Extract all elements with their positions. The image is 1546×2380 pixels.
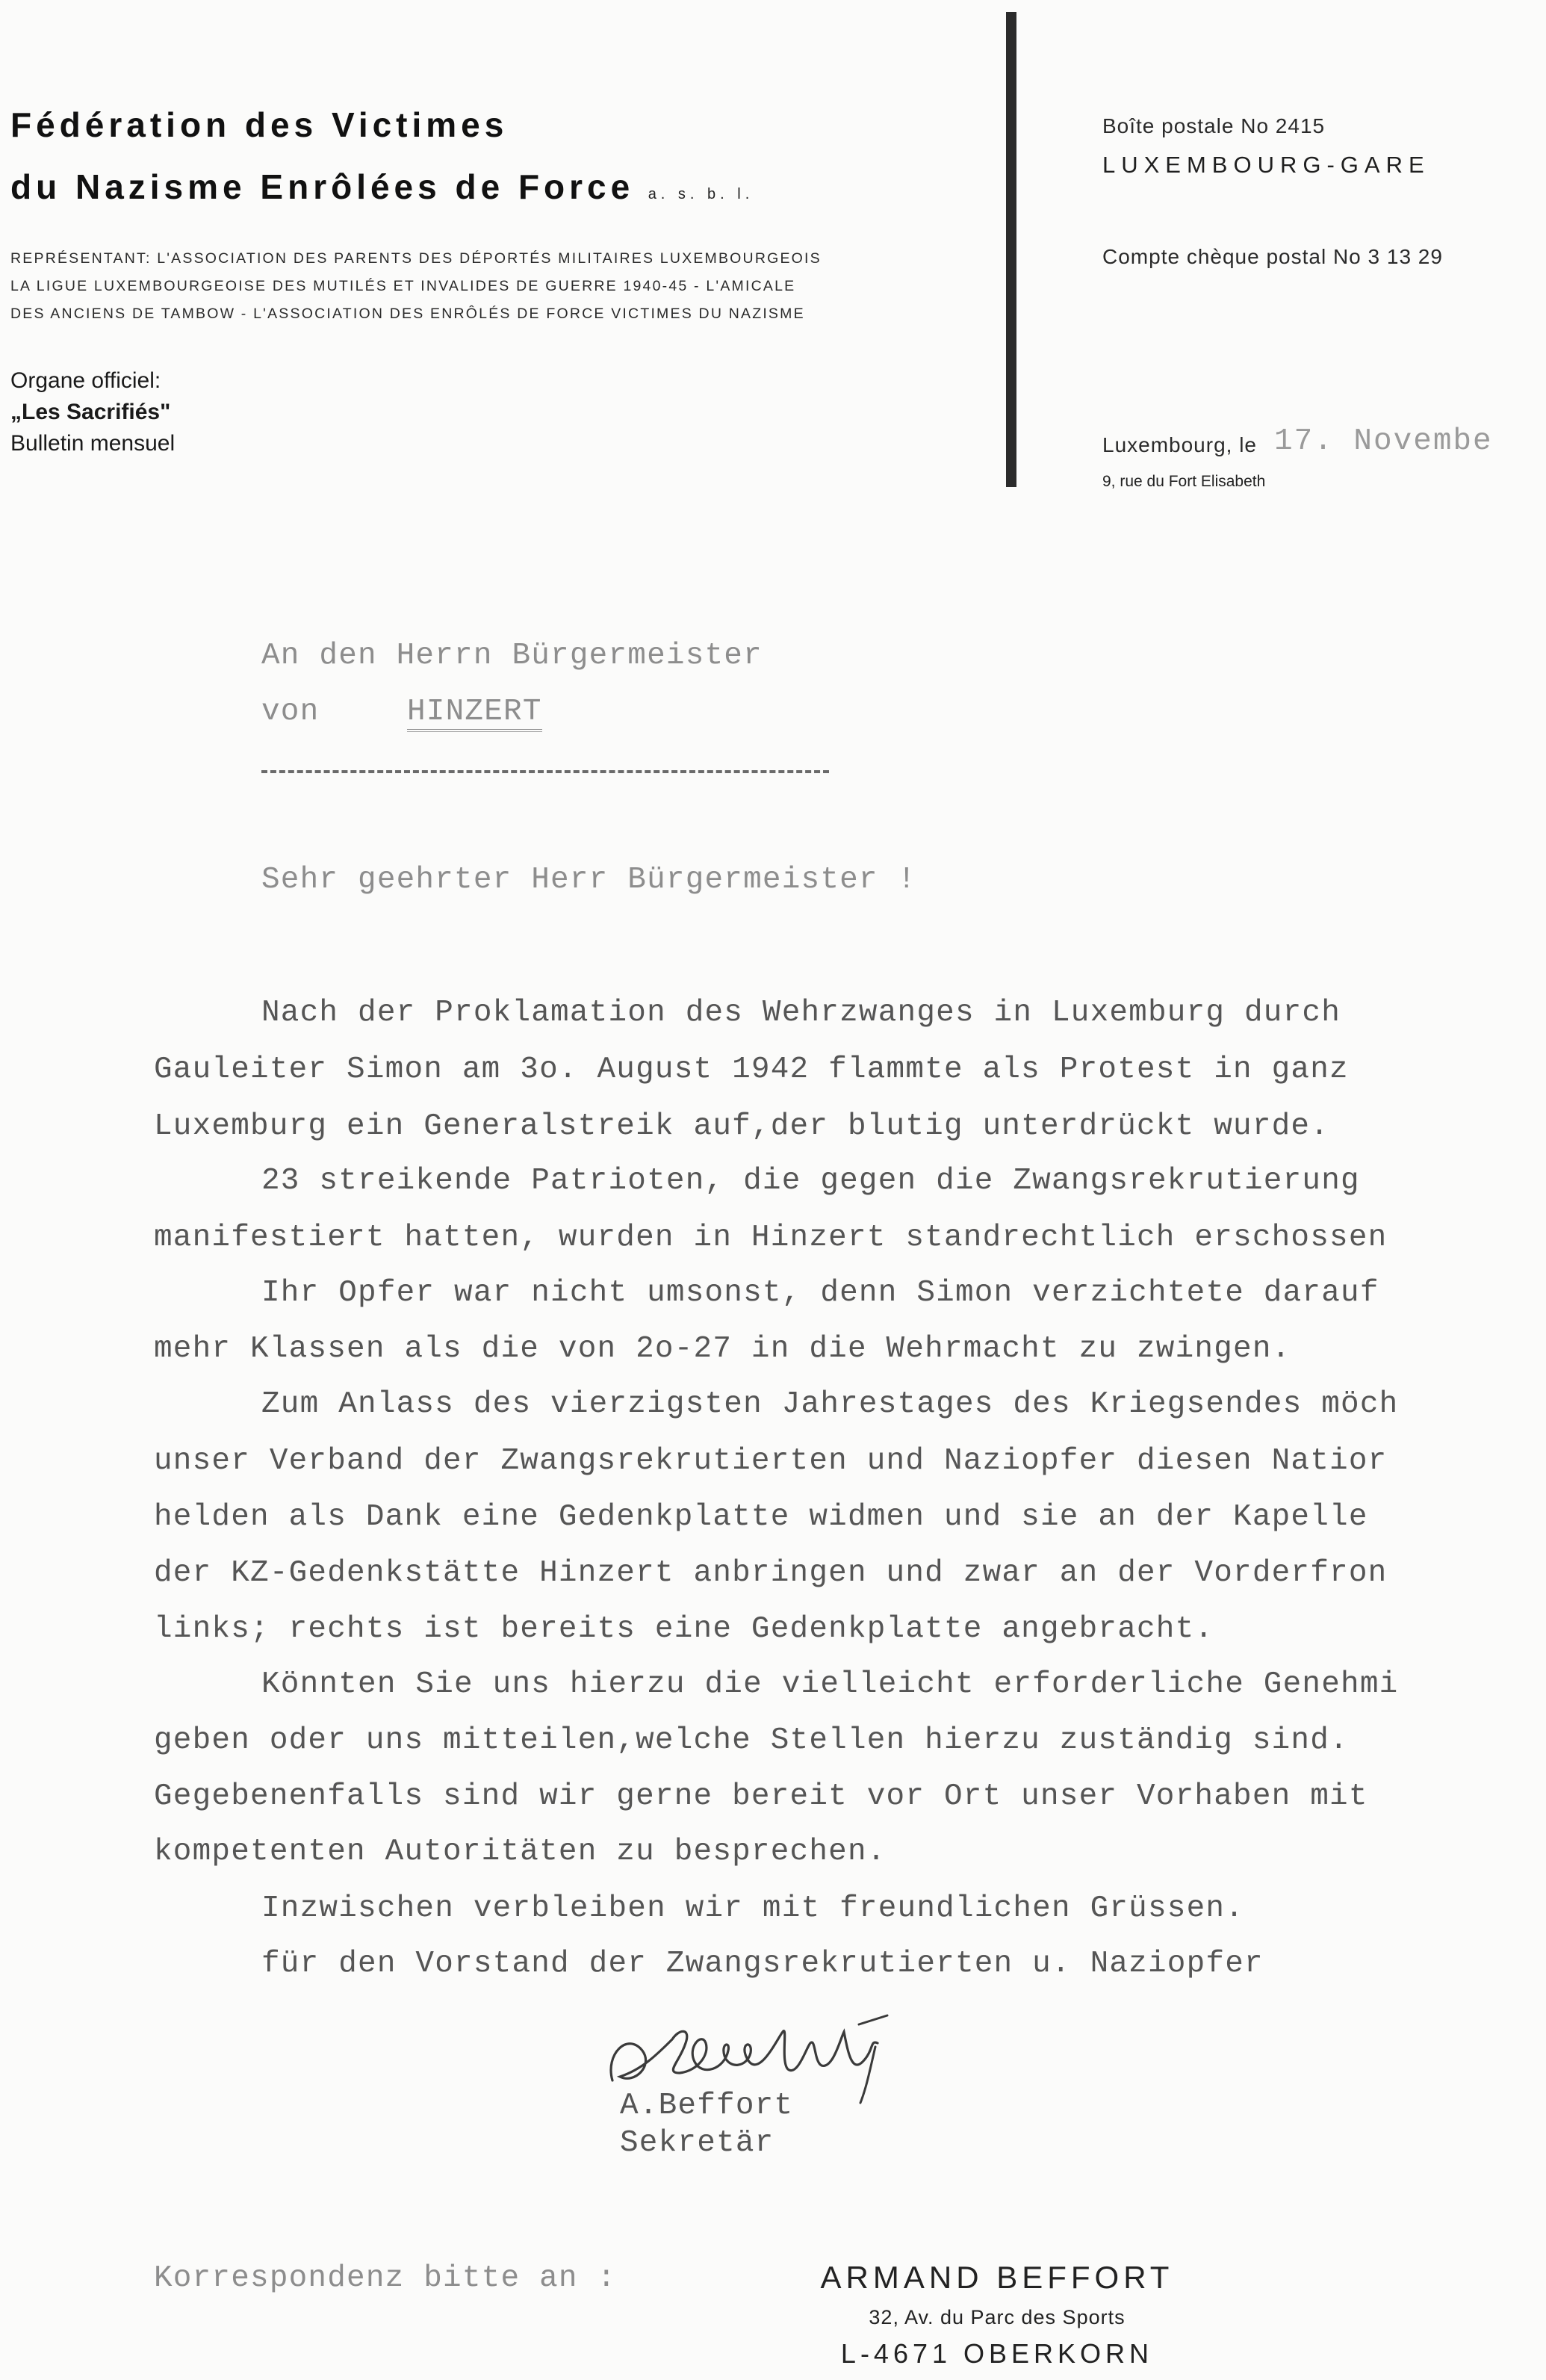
body-line: Luxemburg ein Generalstreik auf,der blutig unterdrückt wurde. xyxy=(154,1109,1330,1144)
stamp-street: 32, Av. du Parc des Sports xyxy=(869,2306,1126,2328)
stamp-name: ARMAND BEFFORT xyxy=(820,2260,1174,2295)
org-name-line2: du Nazisme Enrôlées de Force xyxy=(10,167,635,206)
salutation: Sehr geehrter Herr Bürgermeister ! xyxy=(261,863,917,897)
recipient-von: von xyxy=(261,695,320,729)
body-line: der KZ-Gedenkstätte Hinzert anbringen und zwar an der Vorderfron xyxy=(154,1556,1388,1590)
postal-account: Compte chèque postal No 3 13 29 xyxy=(1102,245,1443,268)
body-line: geben oder uns mitteilen,welche Stellen hierzu zuständig sind. xyxy=(154,1723,1349,1758)
org-name-line1: Fédération des Victimes xyxy=(10,105,509,144)
date-prefix: Luxembourg, le xyxy=(1102,433,1258,456)
body-line: für den Vorstand der Zwangsrekrutierten u. Naziopfer xyxy=(261,1947,1264,1981)
body-line: 23 streikende Patrioten, die gegen die Zwangsrekrutierung xyxy=(261,1164,1360,1198)
representant-line-3: DES ANCIENS DE TAMBOW - L'ASSOCIATION DES ENRÔLÉS DE FORCE VICTIMES DU NAZISME xyxy=(10,306,805,322)
organe-title: „Les Sacrifiés" xyxy=(10,400,171,424)
postal-box: Boîte postale No 2415 xyxy=(1102,114,1326,137)
body-line: Nach der Proklamation des Wehrzwanges in Luxemburg durch xyxy=(261,996,1341,1030)
representant-line-1: REPRÉSENTANT: L'ASSOCIATION DES PARENTS DES DÉPORTÉS MILITAIRES LUXEMBOURGEOIS xyxy=(10,250,822,267)
body-line: Könnten Sie uns hierzu die vielleicht erforderliche Genehmi xyxy=(261,1667,1399,1702)
address-stamp xyxy=(788,2260,1206,2370)
org-legal-form: a. s. b. l. xyxy=(648,186,754,202)
body-line: Inzwischen verbleiben wir mit freundlichen Grüssen. xyxy=(261,1891,1245,1926)
body-line: helden als Dank eine Gedenkplatte widmen und sie an der Kapelle xyxy=(154,1500,1368,1534)
body-line: mehr Klassen als die von 2o-27 in die Wehrmacht zu zwingen. xyxy=(154,1332,1291,1366)
body-line: Gauleiter Simon am 3o. August 1942 flammte als Protest in ganz xyxy=(154,1053,1349,1087)
correspondence-label: Korrespondenz bitte an : xyxy=(154,2261,617,2296)
letterhead-divider xyxy=(1006,12,1016,487)
street-address: 9, rue du Fort Elisabeth xyxy=(1102,473,1266,490)
signatory-name: A.Beffort xyxy=(620,2089,794,2123)
stamp-city: L-4671 OBERKORN xyxy=(840,2338,1154,2369)
recipient-divider xyxy=(261,770,829,773)
body-line: unser Verband der Zwangsrekrutierten und Naziopfer diesen Natior xyxy=(154,1444,1388,1478)
body-line: manifestiert hatten, wurden in Hinzert standrechtlich erschossen xyxy=(154,1221,1388,1255)
body-line: kompetenten Autoritäten zu besprechen. xyxy=(154,1835,887,1869)
postal-city: LUXEMBOURG-GARE xyxy=(1102,152,1430,178)
body-line: Gegebenenfalls sind wir gerne bereit vor Ort unser Vorhaben mit xyxy=(154,1779,1368,1814)
recipient-place: HINZERT xyxy=(407,695,542,732)
organe-label: Organe officiel: xyxy=(10,368,161,393)
org-name-line2-wrap xyxy=(10,167,754,207)
body-line: Zum Anlass des vierzigsten Jahrestages des Kriegsendes möch xyxy=(261,1387,1399,1422)
date-value: 17. Novembe xyxy=(1274,424,1493,459)
recipient-line: An den Herrn Bürgermeister xyxy=(261,639,763,673)
signatory-title: Sekretär xyxy=(620,2126,774,2160)
representant-line-2: LA LIGUE LUXEMBOURGEOISE DES MUTILÉS ET INVALIDES DE GUERRE 1940-45 - L'AMICALE xyxy=(10,278,796,294)
body-line: links; rechts ist bereits eine Gedenkplatte angebracht. xyxy=(154,1612,1214,1646)
body-line: Ihr Opfer war nicht umsonst, denn Simon verzichtete darauf xyxy=(261,1276,1379,1310)
organe-subtitle: Bulletin mensuel xyxy=(10,431,176,456)
